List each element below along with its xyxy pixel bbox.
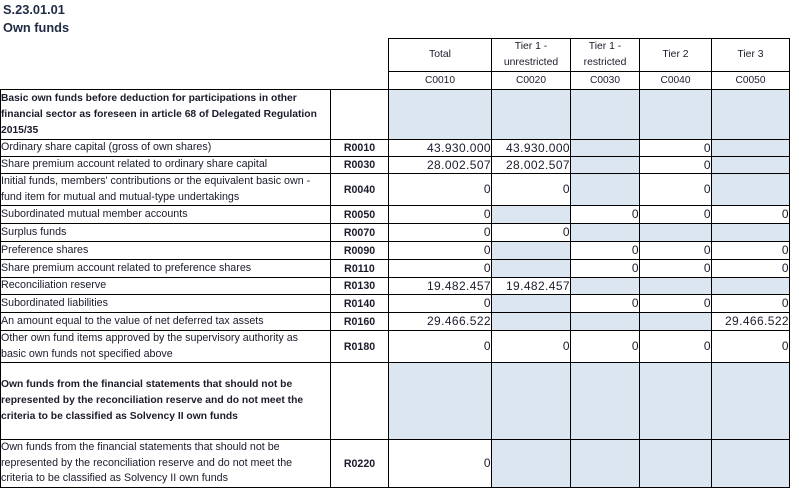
shaded-cell-tier1-restricted [571, 140, 640, 157]
value-cell-tier3: 0 [712, 331, 790, 363]
row-code: R0180 [331, 331, 389, 363]
row-code [331, 363, 389, 440]
table-row [1, 313, 790, 331]
row-code: R0130 [331, 278, 389, 295]
shaded-cell-tier1-restricted [571, 278, 640, 295]
row-code: R0030 [331, 157, 389, 174]
value-cell-tier1-restricted: 0 [571, 206, 640, 224]
value-cell-total: 0 [389, 174, 492, 206]
header-blank-label [1, 39, 331, 72]
value-cell-total: 0 [389, 242, 492, 260]
value-cell-tier3: 0 [712, 242, 790, 260]
value-cell-tier2: 0 [640, 260, 712, 278]
value-cell-tier1-unrestricted: 0 [492, 331, 571, 363]
value-cell-tier1-unrestricted: 0 [492, 224, 571, 242]
row-code: R0050 [331, 206, 389, 224]
row-label: An amount equal to the value of net deferred tax assets [1, 313, 331, 331]
value-cell-tier1-restricted: 0 [571, 295, 640, 313]
shaded-cell-tier3 [712, 174, 790, 206]
row-label: Subordinated mutual member accounts [1, 206, 331, 224]
value-cell-tier1-unrestricted: 43.930.000 [492, 140, 571, 157]
shaded-cell-tier2 [640, 313, 712, 331]
row-code: R0040 [331, 174, 389, 206]
header-blank-label [1, 72, 331, 90]
row-code: R0160 [331, 313, 389, 331]
value-cell-total: 0 [389, 440, 492, 488]
row-label: Reconciliation reserve [1, 278, 331, 295]
value-cell-tier2: 0 [640, 206, 712, 224]
row-label: Own funds from the financial statements that should not be represented by the reconciliation reserve and do not meet the criteria to be classified as Solvency II own funds [1, 440, 331, 488]
column-header-total: Total [389, 39, 492, 72]
table-row [1, 174, 790, 206]
value-cell-tier3: 0 [712, 260, 790, 278]
row-label: Preference shares [1, 242, 331, 260]
section-heading-label: Basic own funds before deduction for participations in other financial sector as foreseen in article 68 of Delegated Regulation 2015/35 [1, 90, 331, 140]
shaded-cell-tier3 [712, 157, 790, 174]
table-header [1, 39, 790, 90]
column-code-total: C0010 [389, 72, 492, 90]
section-heading-label: Own funds from the financial statements that should not be represented by the reconciliation reserve and do not meet the criteria to be classified as Solvency II own funds [1, 363, 331, 440]
value-cell-total: 29.466.522 [389, 313, 492, 331]
value-cell-tier2: 0 [640, 242, 712, 260]
shaded-cell-tier1-unrestricted [492, 440, 571, 488]
value-cell-tier1-unrestricted: 19.482.457 [492, 278, 571, 295]
table-row [1, 260, 790, 278]
value-cell-tier1-unrestricted: 28.002.507 [492, 157, 571, 174]
row-label: Initial funds, members' contributions or the equivalent basic own - fund item for mutual and mutual-type undertakings [1, 174, 331, 206]
column-code-tier1-unrestricted: C0020 [492, 72, 571, 90]
value-cell-tier3: 0 [712, 206, 790, 224]
table-row [1, 140, 790, 157]
value-cell-tier2: 0 [640, 140, 712, 157]
own-funds-table [0, 38, 790, 488]
column-header-tier3: Tier 3 [712, 39, 790, 72]
value-cell-tier1-restricted: 0 [571, 260, 640, 278]
header-blank-code [331, 39, 389, 72]
shaded-cell-tier3 [712, 440, 790, 488]
row-code: R0090 [331, 242, 389, 260]
shaded-cell-tier1-unrestricted [492, 242, 571, 260]
header-blank-code [331, 72, 389, 90]
shaded-cell-tier1-restricted [571, 440, 640, 488]
shaded-cell-tier1-unrestricted [492, 206, 571, 224]
row-code [331, 90, 389, 140]
row-label: Surplus funds [1, 224, 331, 242]
shaded-cell-tier1-restricted [571, 224, 640, 242]
shaded-cell-tier1-unrestricted [492, 363, 571, 440]
section-heading-row [1, 363, 790, 440]
own-funds-rows [1, 90, 790, 488]
table-row [1, 224, 790, 242]
row-label: Share premium account related to ordinary share capital [1, 157, 331, 174]
shaded-cell-tier2 [640, 440, 712, 488]
form-title: Own funds [3, 20, 70, 35]
value-cell-total: 0 [389, 331, 492, 363]
shaded-cell-tier1-restricted [571, 90, 640, 140]
table-row [1, 440, 790, 488]
table-row [1, 157, 790, 174]
shaded-cell-total [389, 90, 492, 140]
value-cell-tier2: 0 [640, 157, 712, 174]
value-cell-total: 0 [389, 224, 492, 242]
shaded-cell-tier2 [640, 363, 712, 440]
column-title-row [1, 39, 790, 72]
shaded-cell-tier1-restricted [571, 363, 640, 440]
row-label: Ordinary share capital (gross of own shares) [1, 140, 331, 157]
shaded-cell-total [389, 363, 492, 440]
row-code: R0070 [331, 224, 389, 242]
shaded-cell-tier1-restricted [571, 313, 640, 331]
row-label: Share premium account related to preference shares [1, 260, 331, 278]
shaded-cell-tier3 [712, 140, 790, 157]
shaded-cell-tier1-unrestricted [492, 295, 571, 313]
column-header-tier1-unrestricted: Tier 1 - unrestricted [492, 39, 571, 72]
row-label: Subordinated liabilities [1, 295, 331, 313]
value-cell-total: 28.002.507 [389, 157, 492, 174]
section-heading-row [1, 90, 790, 140]
shaded-cell-tier1-unrestricted [492, 313, 571, 331]
row-code: R0110 [331, 260, 389, 278]
value-cell-tier1-restricted: 0 [571, 331, 640, 363]
shaded-cell-tier2 [640, 278, 712, 295]
value-cell-total: 43.930.000 [389, 140, 492, 157]
shaded-cell-tier2 [640, 224, 712, 242]
value-cell-total: 0 [389, 260, 492, 278]
shaded-cell-tier3 [712, 278, 790, 295]
shaded-cell-tier1-restricted [571, 174, 640, 206]
value-cell-tier2: 0 [640, 174, 712, 206]
value-cell-tier3: 0 [712, 295, 790, 313]
value-cell-total: 0 [389, 206, 492, 224]
shaded-cell-tier1-unrestricted [492, 90, 571, 140]
table-row [1, 278, 790, 295]
value-cell-tier2: 0 [640, 295, 712, 313]
shaded-cell-tier3 [712, 363, 790, 440]
shaded-cell-tier3 [712, 90, 790, 140]
value-cell-tier1-restricted: 0 [571, 242, 640, 260]
form-code: S.23.01.01 [3, 2, 65, 17]
column-header-tier2: Tier 2 [640, 39, 712, 72]
row-code: R0220 [331, 440, 389, 488]
value-cell-tier1-unrestricted: 0 [492, 174, 571, 206]
column-header-tier1-restricted: Tier 1 - restricted [571, 39, 640, 72]
table-row [1, 295, 790, 313]
shaded-cell-tier1-restricted [571, 157, 640, 174]
value-cell-total: 19.482.457 [389, 278, 492, 295]
value-cell-total: 0 [389, 295, 492, 313]
shaded-cell-tier1-unrestricted [492, 260, 571, 278]
column-code-row [1, 72, 790, 90]
column-code-tier2: C0040 [640, 72, 712, 90]
row-code: R0010 [331, 140, 389, 157]
table-row [1, 331, 790, 363]
row-code: R0140 [331, 295, 389, 313]
row-label: Other own fund items approved by the supervisory authority as basic own funds not specified above [1, 331, 331, 363]
form-header [3, 1, 69, 37]
column-code-tier3: C0050 [712, 72, 790, 90]
table-row [1, 206, 790, 224]
shaded-cell-tier3 [712, 224, 790, 242]
value-cell-tier3: 29.466.522 [712, 313, 790, 331]
table-row [1, 242, 790, 260]
shaded-cell-tier2 [640, 90, 712, 140]
value-cell-tier2: 0 [640, 331, 712, 363]
column-code-tier1-restricted: C0030 [571, 72, 640, 90]
